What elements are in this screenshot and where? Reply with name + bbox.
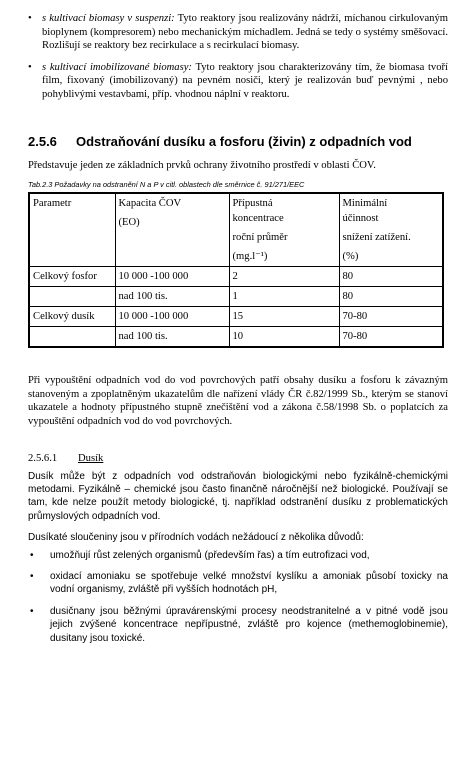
list-item-text: dusičnany jsou běžnými úpravárenskými procesy neodstranitelné a v pitné vodě jsou jejich zvýšené koncentrace nepřípustné, zvláště pro kojence (methemoglobinemie), dusitany jsou toxické. <box>50 605 448 644</box>
section-intro: Představuje jeden ze základních prvků ochrany životního prostředí v oblasti ČOV. <box>28 159 376 171</box>
cell-eff: 70-80 <box>339 307 443 327</box>
list-item <box>28 12 448 53</box>
list-item-term: s kultivací biomasy v suspenzi: <box>42 13 175 24</box>
cell-conc: 2 <box>229 267 339 287</box>
requirements-table <box>28 192 444 348</box>
cell-capacity: 10 000 -100 000 <box>115 307 229 327</box>
section-title: Odstraňování dusíku a fosforu (živin) z odpadních vod <box>76 133 412 149</box>
body-paragraph: Při vypouštění odpadních vod do vod povrchových patří obsahy dusíku a fosforu k závazným stanoveným a zpoplatněným ukazatelům dle nařízení vlády ČR č.82/1999 Sb., kterým se stanoví ukazatele a hodnoty přípustného stupně znečištění vod a zákona č.58/1998 Sb. o poplatcích za vypouštění odpadních vod do vod povrchových. <box>28 375 448 427</box>
reactor-types-list <box>28 0 448 102</box>
list-item <box>28 570 448 597</box>
subsection-number: 2.5.6.1 <box>28 452 58 464</box>
cell-param <box>29 287 115 307</box>
subsection-title: Dusík <box>78 452 104 464</box>
cell-param: Celkový dusík <box>29 307 115 327</box>
cell-capacity: 10 000 -100 000 <box>115 267 229 287</box>
section-number: 2.5.6 <box>28 133 57 149</box>
reasons-list <box>28 549 448 645</box>
list-item-term: s kultivací imobilizované biomasy: <box>42 61 192 73</box>
header-kapacita: Kapacita ČOV (EO) <box>115 193 229 267</box>
list-item <box>28 61 448 102</box>
table-row <box>29 287 443 307</box>
cell-eff: 70-80 <box>339 327 443 348</box>
cell-conc: 1 <box>229 287 339 307</box>
cell-param: Celkový fosfor <box>29 267 115 287</box>
table-row <box>29 267 443 287</box>
body-paragraph: Dusíkaté sloučeniny jsou v přírodních vodách nežádoucí z několika důvodů: <box>28 532 364 544</box>
cell-conc: 10 <box>229 327 339 348</box>
subsection-heading <box>28 453 448 464</box>
cell-conc: 15 <box>229 307 339 327</box>
cell-capacity: nad 100 tis. <box>115 287 229 307</box>
cell-eff: 80 <box>339 287 443 307</box>
header-parametr: Parametr <box>29 193 115 267</box>
table-row <box>29 327 443 348</box>
bullet-icon: • <box>30 605 34 617</box>
list-item-text: umožňují růst zelených organismů (především řas) a tím eutrofizaci vod, <box>50 549 370 561</box>
bullet-icon: • <box>30 549 34 561</box>
list-item-text: oxidací amoniaku se spotřebuje velké množství kyslíku a amoniak působí toxicky na vodní organismy, zvláště při vyšších hodnotách pH, <box>50 570 448 596</box>
table-caption: Tab.2.3 Požadavky na odstranění N a P v citl. oblastech dle směrnice č. 91/271/EEC <box>28 180 305 190</box>
bullet-icon: • <box>30 570 34 582</box>
list-item-text: Tyto reaktory jsou charakterizovány tím, že biomasa tvoří film, fixovaný (imobilizovaný) na pevném nosiči, který je realizován buď pevnými , nebo pohyblivými vestavbami, příp. vhodnou náplní v reaktoru. <box>42 61 448 100</box>
table-row <box>29 307 443 327</box>
bullet-icon: • <box>28 13 32 24</box>
cell-param <box>29 327 115 348</box>
table-header-row <box>29 193 443 267</box>
body-paragraph: Dusík může být z odpadních vod odstraňován biologickými nebo fyzikálně-chemickými metodami. Fyzikálně – chemické jsou často finančně náročnější než biologické. Používají se tam, kde nelze použít metody biologické, tj. například odstranění dusíku z problematických průmyslových odpadních vod. <box>28 470 448 522</box>
cell-capacity: nad 100 tis. <box>115 327 229 348</box>
header-ucinnost: Minimální účinnost snížení zatížení. (%) <box>339 193 443 267</box>
list-item <box>28 549 448 562</box>
cell-eff: 80 <box>339 267 443 287</box>
section-heading <box>28 134 448 149</box>
header-koncentrace: Přípustná koncentrace roční průměr (mg.l⁻¹) <box>229 193 339 267</box>
list-item-text: Tyto reaktory jsou realizovány nádrží, míchanou cirkulovaným bioplynem (kompresorem) nebo mechanickým míchadlem. Jedná se tedy o systémy směšovací. Rozlišují se reaktory bez recirkulace a s recirkulací biomasy. <box>42 13 448 52</box>
list-item <box>28 605 448 645</box>
bullet-icon: • <box>28 61 32 73</box>
